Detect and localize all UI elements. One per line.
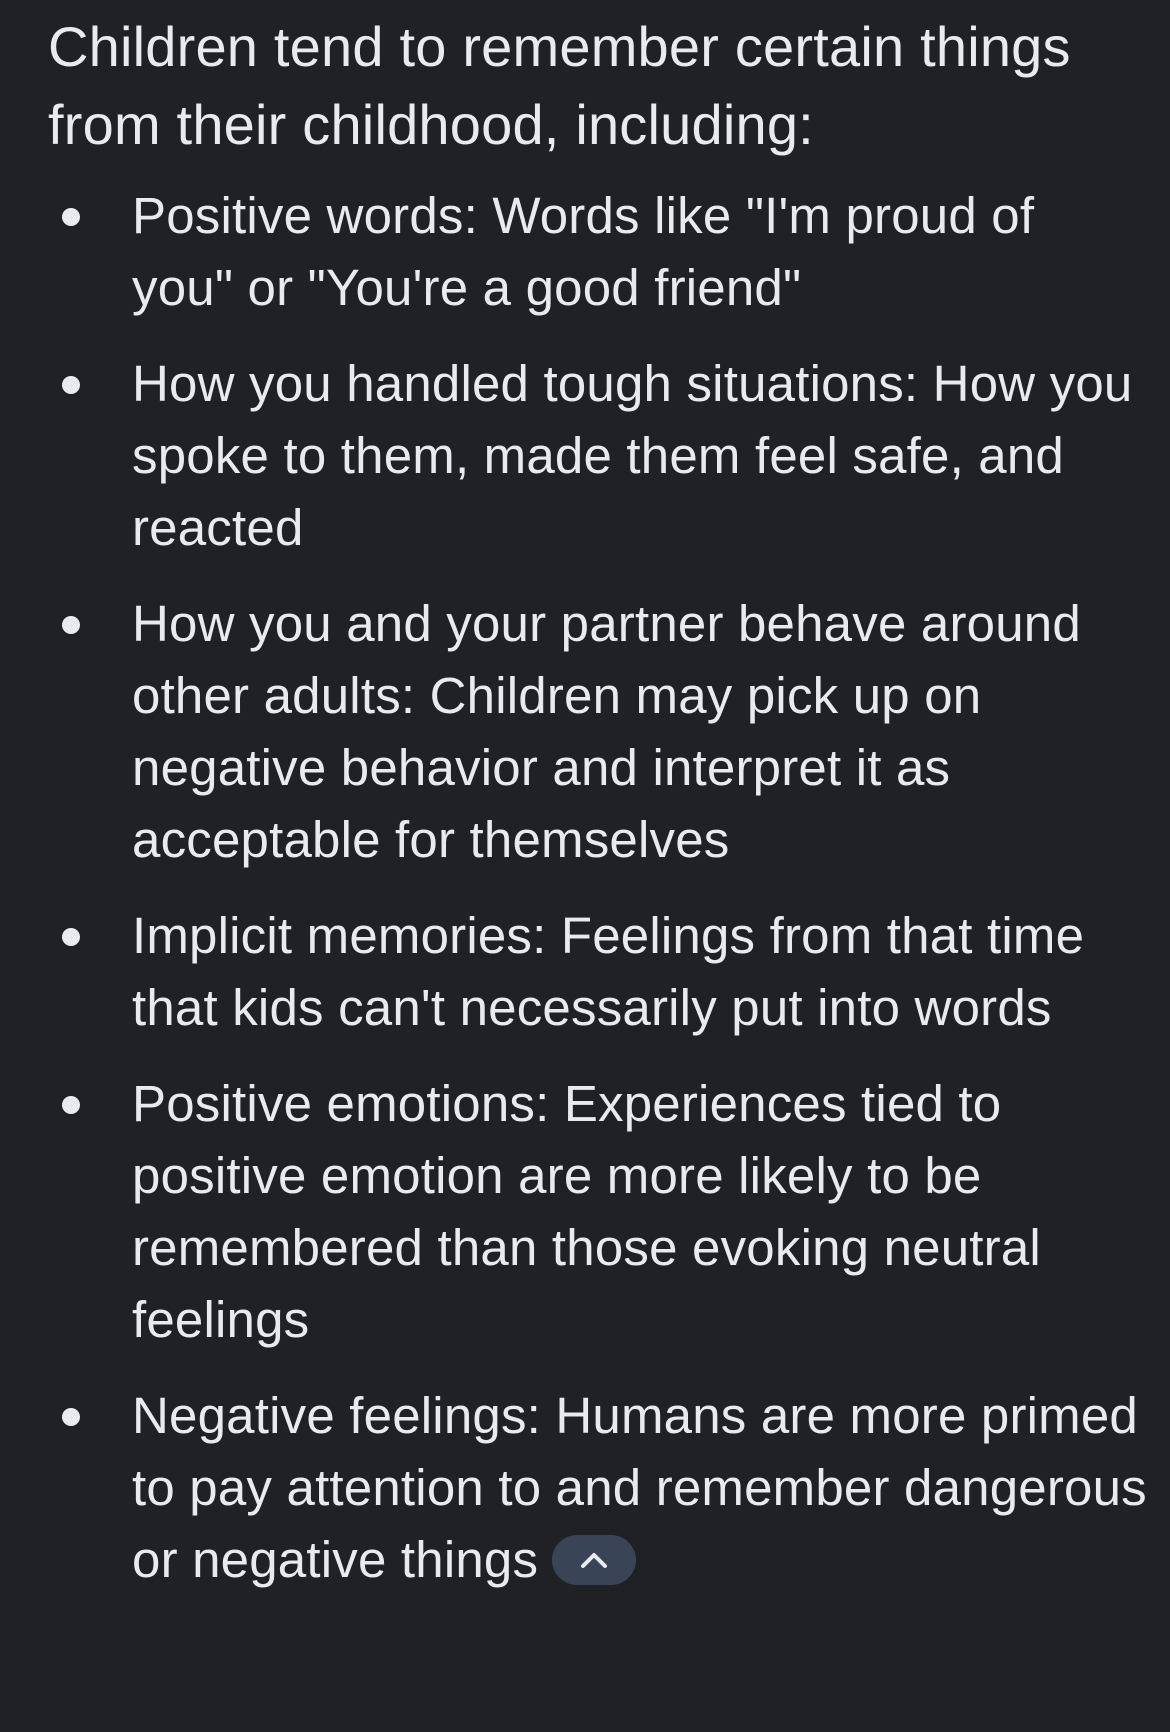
list-item-text: How you and your partner behave around other adults: Children may pick up on negative behavior and interpret it as acceptable for themselves [132, 595, 1081, 868]
collapse-button[interactable] [552, 1535, 636, 1585]
bullet-dot [62, 928, 80, 946]
list-item [48, 348, 1148, 564]
list-item-text: Positive emotions: Experiences tied to positive emotion are more likely to be remembered than those evoking neutral feelings [132, 1075, 1041, 1348]
bullet-dot [62, 1096, 80, 1114]
list-item-text: Positive words: Words like "I'm proud of you" or "You're a good friend" [132, 187, 1035, 316]
list-item-text: Negative feelings: Humans are more primed to pay attention to and remember dangerous or negative things [132, 1387, 1147, 1588]
chevron-up-icon [579, 1550, 609, 1570]
list-item [48, 180, 1148, 324]
bullet-dot [62, 208, 80, 226]
list-item [48, 1068, 1148, 1356]
list-item [48, 588, 1148, 876]
intro-text: Children tend to remember certain things from their childhood, including: [48, 15, 1071, 156]
list-item [48, 900, 1148, 1044]
list-item-text: Implicit memories: Feelings from that time that kids can't necessarily put into words [132, 907, 1085, 1036]
bullet-dot [62, 376, 80, 394]
bullet-dot [62, 1408, 80, 1426]
bullet-dot [62, 616, 80, 634]
answer-content [48, 8, 1148, 1620]
list-item [48, 1380, 1148, 1596]
bullet-list [48, 180, 1148, 1596]
list-item-text: How you handled tough situations: How you spoke to them, made them feel safe, and reacted [132, 355, 1133, 556]
